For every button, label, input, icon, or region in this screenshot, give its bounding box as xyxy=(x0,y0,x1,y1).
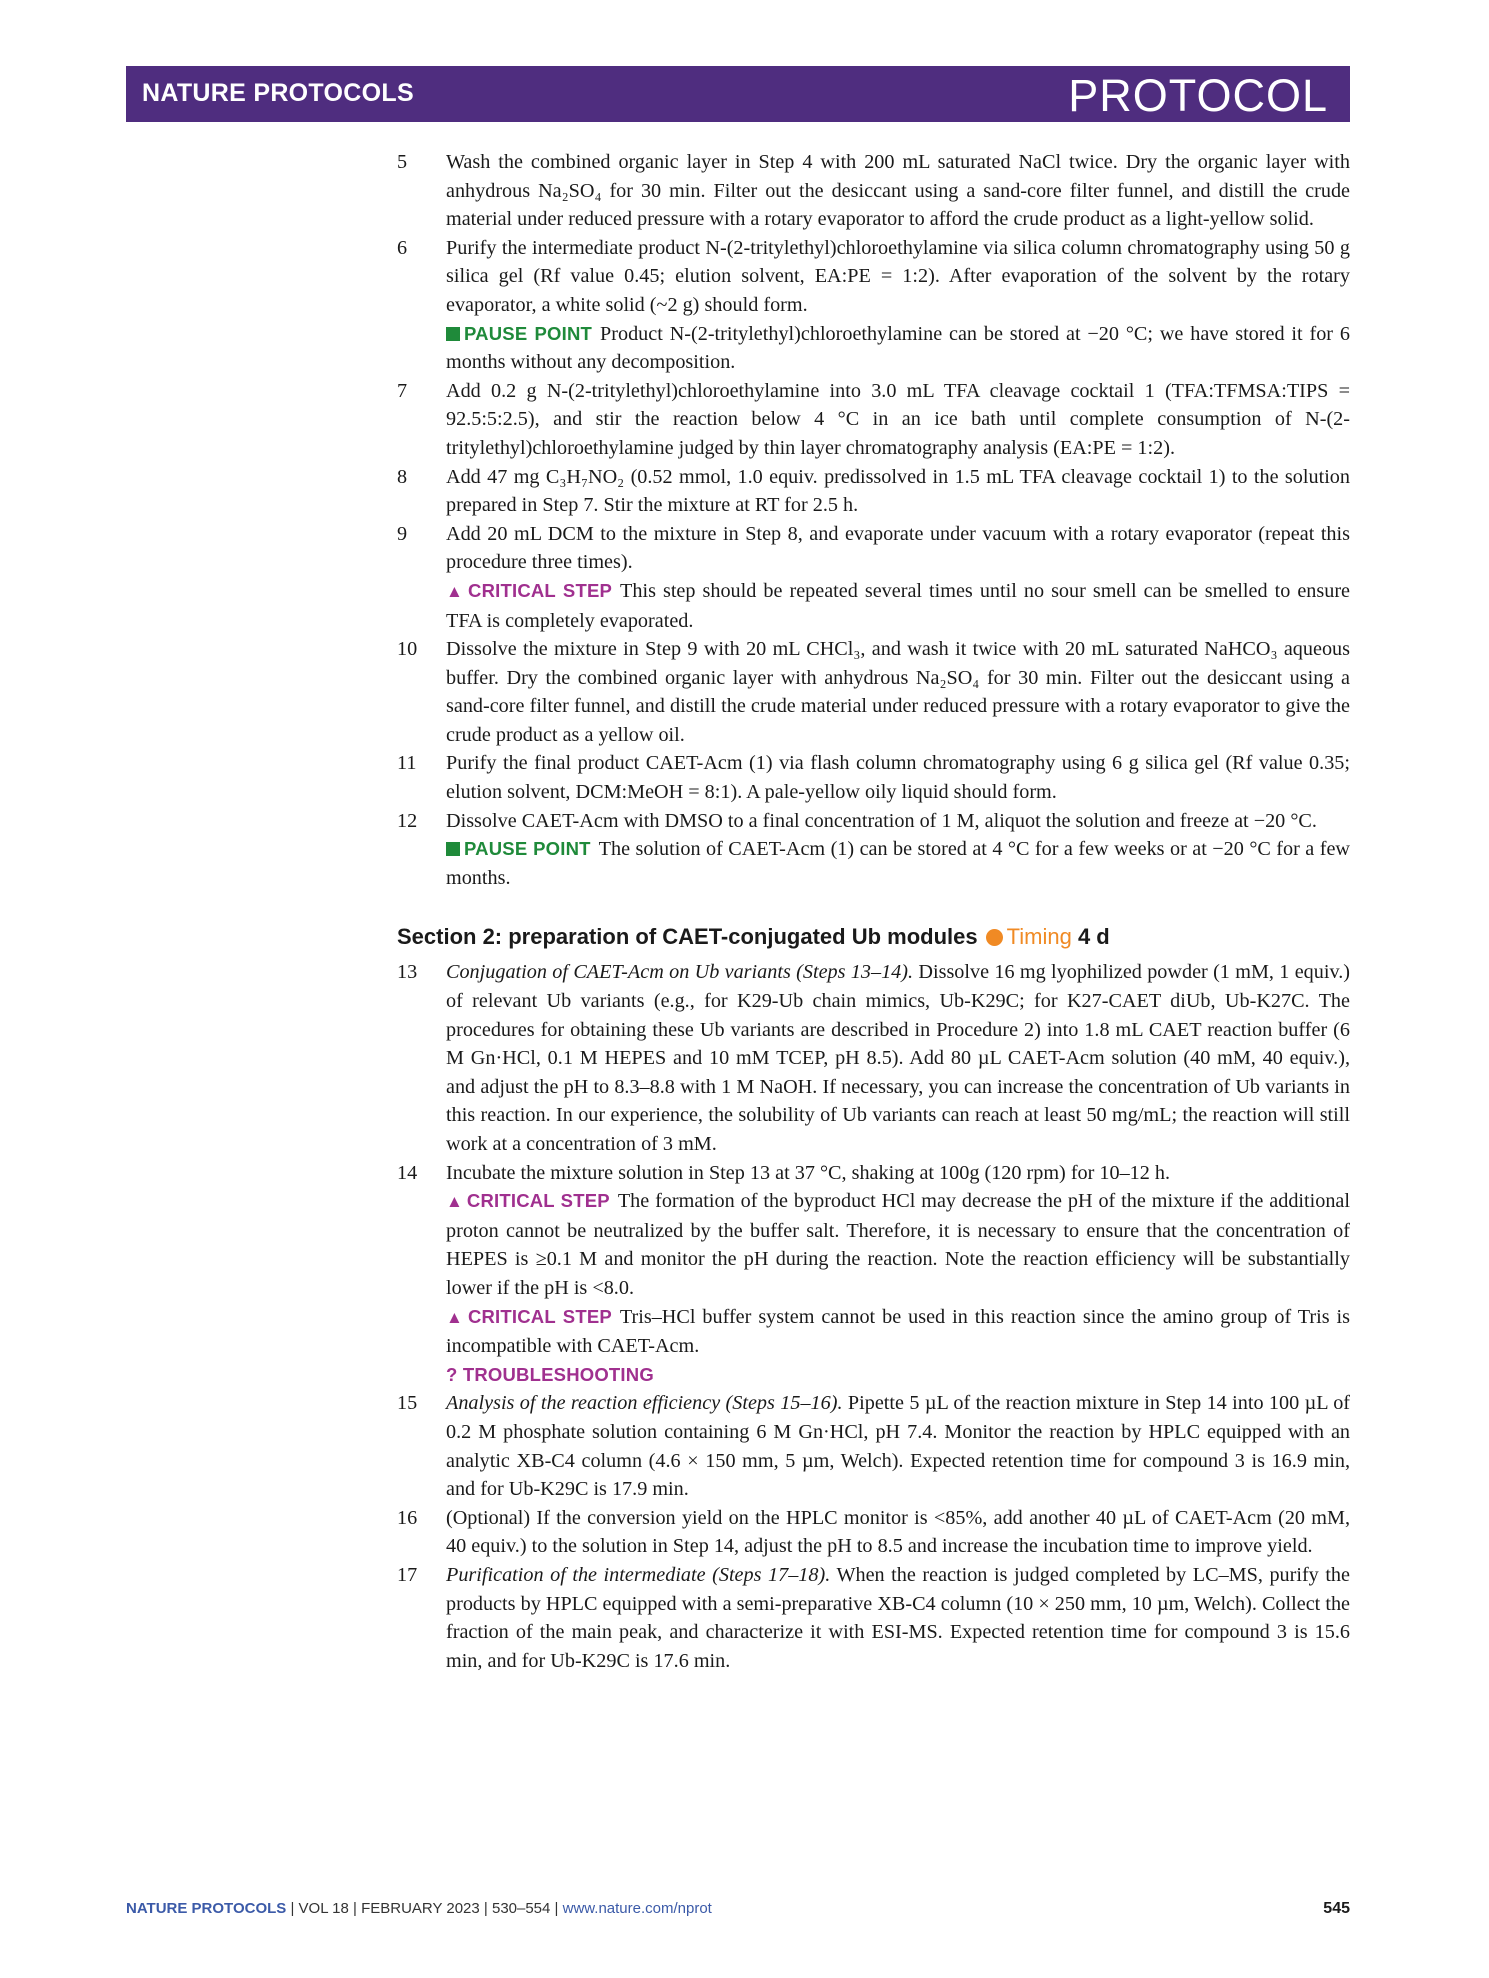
step-text: Incubate the mixture solution in Step 13 at 37 °C, shaking at 100g (120 rpm) for 10–12 h. xyxy=(446,1161,1171,1184)
step-number: 15 xyxy=(397,1392,418,1415)
footer-journal: NATURE PROTOCOLS xyxy=(126,1900,287,1917)
section-title: Section 2: preparation of CAET-conjugated Ub modules xyxy=(397,924,978,950)
footer-citation: | VOL 18 | FEBRUARY 2023 | 530–554 | xyxy=(286,1900,563,1917)
timing-label: Timing xyxy=(1006,924,1072,950)
step-number: 6 xyxy=(397,236,408,259)
journal-header-bar xyxy=(126,66,1350,122)
warning-triangle-icon: ▲ xyxy=(446,1307,465,1327)
footer-url-link[interactable]: www.nature.com/nprot xyxy=(562,1900,712,1917)
critical-step-note xyxy=(446,1187,1350,1302)
step-13 xyxy=(397,958,1350,1158)
timing-dot-icon xyxy=(986,929,1003,946)
pause-point-label: PAUSE POINT xyxy=(446,323,592,344)
article-type: PROTOCOL xyxy=(1068,70,1328,121)
step-text: Wash the combined organic layer in Step 4 with 200 mL saturated NaCl twice. Dry the organic layer with anhydrous Na₂SO₄ for 30 min. Filter out the desiccant using a sand-core filter funnel, and distill the crude material under reduced pressure with a rotary evaporator to afford the crude product as a light-yellow solid. xyxy=(446,151,1350,231)
page-number: 545 xyxy=(1323,1900,1350,1917)
step-number: 8 xyxy=(397,465,408,488)
step-17 xyxy=(397,1561,1350,1675)
critical-step-note xyxy=(446,1303,1350,1361)
step-title: Analysis of the reaction efficiency (Steps 15–16). xyxy=(446,1392,843,1415)
critical-step-label: ▲ CRITICAL STEP xyxy=(446,579,613,601)
step-text: Dissolve the mixture in Step 9 with 20 mL CHCl₃, and wash it twice with 20 mL saturated NaHCO₃ aqueous buffer. Dry the combined organic layer with anhydrous Na₂SO₄ for 30 min. Filter out the desiccant using a sand-core filter funnel, and distill the crude material under reduced pressure with a rotary evaporator to give the crude product as a yellow oil. xyxy=(446,638,1350,746)
step-number: 12 xyxy=(397,809,418,832)
journal-name: NATURE PROTOCOLS xyxy=(142,79,414,107)
step-number: 14 xyxy=(397,1161,418,1184)
pause-point-text: The solution of CAET-Acm (1) can be stored at 4 °C for a few weeks or at −20 °C for a few months. xyxy=(446,838,1350,889)
pause-point-label: PAUSE POINT xyxy=(446,838,591,859)
page-footer xyxy=(126,1900,1350,1917)
step-text: Add 20 mL DCM to the mixture in Step 8, and evaporate under vacuum with a rotary evaporator (repeat this procedure three times). xyxy=(446,522,1350,574)
critical-step-text: Tris–HCl buffer system cannot be used in this reaction since the amino group of Tris is incompatible with CAET-Acm. xyxy=(446,1305,1350,1358)
pause-point-note xyxy=(446,320,1350,377)
step-text: Conjugation of CAET-Acm on Ub variants (Steps 13–14). Dissolve 16 mg lyophilized powder (1 mM, 1 equiv.) of relevant Ub variants (e.g., for K29-Ub chain mimics, Ub-K29C; for K27-CAET diUb, Ub-K27C. The procedures for obtaining these Ub variants are described in Procedure 2) into 1.8 mL CAET reaction buffer (6 M Gn·HCl, 0.1 M HEPES and 10 mM TCEP, pH 8.5). Add 80 µL CAET-Acm solution (40 mM, 40 equiv.), and adjust the pH to 8.3–8.8 with 1 M NaOH. If necessary, you can increase the concentration of Ub variants in this reaction. In our experience, the solubility of Ub variants can reach at least 50 mg/mL; the reaction will still work at a concentration of 3 mM. xyxy=(446,961,1351,1155)
warning-triangle-icon: ▲ xyxy=(446,581,466,601)
step-number: 7 xyxy=(397,379,408,402)
step-16 xyxy=(397,1504,1350,1561)
step-6 xyxy=(397,234,1350,377)
critical-step-text: This step should be repeated several times until no sour smell can be smelled to ensure TFA is completely evaporated. xyxy=(446,579,1350,632)
step-14 xyxy=(397,1159,1350,1390)
protocol-body xyxy=(397,148,1350,1675)
step-11 xyxy=(397,749,1350,806)
critical-step-text: The formation of the byproduct HCl may decrease the pH of the mixture if the additional proton cannot be neutralized by the buffer salt. Therefore, it is necessary to ensure that the concentration of HEPES is ≥0.1 M and monitor the pH during the reaction. Note the reaction efficiency will be substantially lower if the pH is <8.0. xyxy=(446,1190,1350,1299)
pause-square-icon xyxy=(446,842,460,856)
pause-point-text: Product N-(2-tritylethyl)chloroethylamine can be stored at −20 °C; we have stored it for 6 months without any decomposition. xyxy=(446,322,1350,374)
timing-value: 4 d xyxy=(1077,924,1110,950)
step-5 xyxy=(397,148,1350,234)
step-title: Conjugation of CAET-Acm on Ub variants (Steps 13–14). xyxy=(446,961,914,984)
step-text: Dissolve CAET-Acm with DMSO to a final concentration of 1 M, aliquot the solution and freeze at −20 °C. xyxy=(446,809,1317,832)
troubleshooting-label: ? TROUBLESHOOTING xyxy=(446,1363,654,1385)
pause-square-icon xyxy=(446,327,460,341)
step-number: 17 xyxy=(397,1563,418,1586)
step-text: Add 0.2 g N-(2-tritylethyl)chloroethylamine into 3.0 mL TFA cleavage cocktail 1 (TFA:TFMSA:TIPS = 92.5:5:2.5), and stir the reaction below 4 °C in an ice bath until complete consumption of N-(2-tritylethyl)chloroethylamine judged by thin layer chromatography analysis (EA:PE = 1:2). xyxy=(446,379,1350,459)
critical-step-label: ▲ CRITICAL STEP xyxy=(446,1305,612,1327)
step-text: Analysis of the reaction efficiency (Steps 15–16). Pipette 5 µL of the reaction mixture in Step 14 into 100 µL of 0.2 M phosphate solution containing 6 M Gn·HCl, pH 7.4. Monitor the reaction by HPLC equipped with an analytic XB-C4 column (4.6 × 150 mm, 5 µm, Welch). Expected retention time for compound 3 is 16.9 min, and for Ub-K29C is 17.9 min. xyxy=(446,1392,1351,1501)
step-text: Purify the intermediate product N-(2-tritylethyl)chloroethylamine via silica column chromatography using 50 g silica gel (Rf value 0.45; elution solvent, EA:PE = 1:2). After evaporation of the solvent by the rotary evaporator, a white solid (~2 g) should form. xyxy=(446,236,1350,316)
pause-point-note xyxy=(446,835,1350,892)
step-title: Purification of the intermediate (Steps 17–18). xyxy=(446,1563,831,1586)
step-text: Add 47 mg C₃H₇NO₂ (0.52 mmol, 1.0 equiv. predissolved in 1.5 mL TFA cleavage cocktail 1) to the solution prepared in Step 7. Stir the mixture at RT for 2.5 h. xyxy=(446,465,1350,517)
warning-triangle-icon: ▲ xyxy=(446,1192,464,1212)
step-number: 11 xyxy=(397,752,417,775)
step-9 xyxy=(397,520,1350,635)
step-8 xyxy=(397,463,1350,520)
critical-step-label: ▲ CRITICAL STEP xyxy=(446,1190,610,1212)
step-number: 16 xyxy=(397,1506,418,1529)
step-7 xyxy=(397,377,1350,463)
troubleshooting-note xyxy=(446,1361,1350,1390)
step-15 xyxy=(397,1389,1350,1503)
step-number: 5 xyxy=(397,151,408,173)
step-number: 9 xyxy=(397,522,408,545)
step-text: Purify the final product CAET-Acm (1) via flash column chromatography using 6 g silica gel (Rf value 0.35; elution solvent, DCM:MeOH = 8:1). A pale-yellow oily liquid should form. xyxy=(446,752,1350,804)
step-12 xyxy=(397,807,1350,893)
step-text: Purification of the intermediate (Steps 17–18). When the reaction is judged completed by LC–MS, purify the products by HPLC equipped with a semi-preparative XB-C4 column (10 × 250 mm, 10 µm, Welch). Collect the fraction of the main peak, and characterize it with ESI-MS. Expected retention time for compound 3 is 15.6 min, and for Ub-K29C is 17.6 min. xyxy=(446,1563,1350,1672)
step-number: 13 xyxy=(397,961,418,984)
critical-step-note xyxy=(446,577,1350,635)
step-10 xyxy=(397,635,1350,749)
step-number: 10 xyxy=(397,638,418,661)
section-2-heading xyxy=(397,922,1350,952)
step-text: (Optional) If the conversion yield on the HPLC monitor is <85%, add another 40 µL of CAET-Acm (20 mM, 40 equiv.) to the solution in Step 14, adjust the pH to 8.5 and increase the incubation time to improve yield. xyxy=(446,1506,1350,1558)
